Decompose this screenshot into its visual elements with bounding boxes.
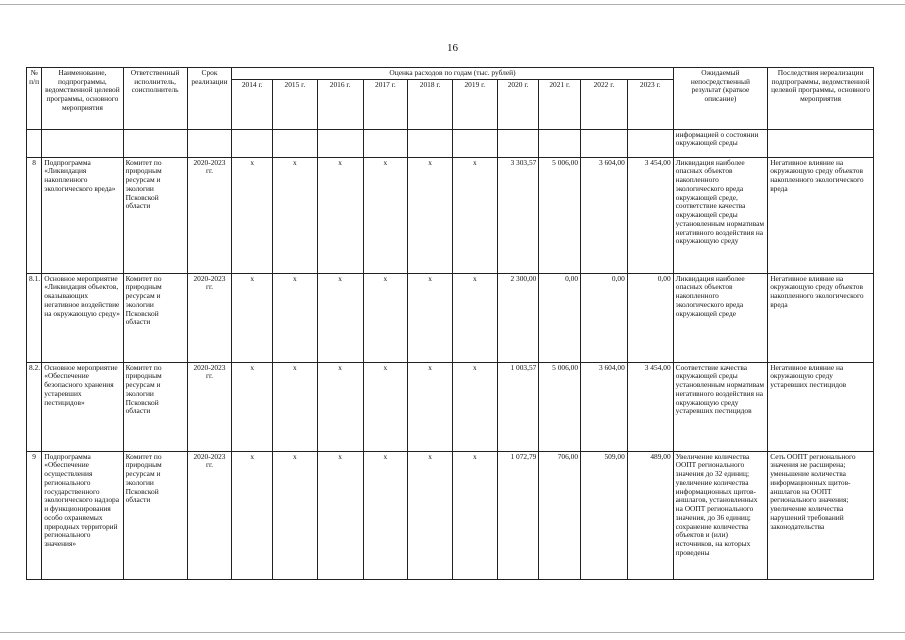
row-value: 3 604,00 [581, 362, 628, 451]
row-value: х [363, 157, 408, 273]
year-header: 2014 г. [232, 79, 273, 129]
row-value: х [317, 451, 363, 579]
row-value: х [317, 273, 363, 362]
row-value: х [452, 157, 497, 273]
row-value: х [452, 362, 497, 451]
expenses-table [26, 67, 874, 580]
header-costs: Оценка расходов по годам (тыс. рублей) [232, 68, 673, 80]
row-value: 0,00 [539, 273, 581, 362]
year-header: 2022 г. [581, 79, 628, 129]
row-value: х [232, 451, 273, 579]
row-consequences: Негативное влияние на окружающую среду объектов накопленного экологического вреда [768, 157, 874, 273]
table-row [27, 451, 874, 579]
row-term: 2020-2023 гг. [187, 451, 232, 579]
year-header: 2023 г. [627, 79, 673, 129]
row-value: 489,00 [627, 451, 673, 579]
row-result: Соответствие качества окружающей среды установленным нормативам негативного воздействия на окружающую среду устаревших пестицидов [673, 362, 768, 451]
row-value: х [363, 273, 408, 362]
row-value: х [408, 362, 453, 451]
row-value: 1 072,79 [497, 451, 539, 579]
row-num: 8.1. [27, 273, 42, 362]
row-value: х [408, 157, 453, 273]
row-result: Увеличение количества ООПТ регионального значения до 32 единиц; увеличение количества информационных щитов-аншлагов, установленных на ООПТ регионального значения, до 36 единиц; сохранение количества объектов и (или) источников, на которых проведены [673, 451, 768, 579]
header-result: Ожидаемый непосредственный результат (краткое описание) [673, 68, 768, 130]
row-responsible: Комитет по природным ресурсам и экологии Псковской области [123, 273, 187, 362]
table-row [27, 362, 874, 451]
header-responsible: Ответственный исполнитель, соисполнитель [123, 68, 187, 130]
row-value: 2 300,00 [497, 273, 539, 362]
header-term: Срок реализации [187, 68, 232, 130]
row-value: 5 006,00 [539, 362, 581, 451]
row-value: х [232, 157, 273, 273]
row-value: 706,00 [539, 451, 581, 579]
row-value: х [232, 273, 273, 362]
row-result: Ликвидация наиболее опасных объектов накопленного экологического вреда окружающей среде [673, 273, 768, 362]
row-value: х [273, 451, 318, 579]
row-value: 3 454,00 [627, 362, 673, 451]
page-number: 16 [447, 42, 458, 54]
row-value: 0,00 [581, 273, 628, 362]
row-responsible: Комитет по природным ресурсам и экологии Псковской области [123, 451, 187, 579]
year-header: 2019 г. [452, 79, 497, 129]
year-header: 2015 г. [273, 79, 318, 129]
row-num: 8 [27, 157, 42, 273]
year-header: 2020 г. [497, 79, 539, 129]
row-value: х [452, 451, 497, 579]
row-value: х [232, 362, 273, 451]
row-consequences: Негативное влияние на окружающую среду устаревших пестицидов [768, 362, 874, 451]
year-header: 2017 г. [363, 79, 408, 129]
year-header: 2016 г. [317, 79, 363, 129]
row-name: Основное мероприятие «Ликвидация объектов, оказывающих негативное воздействие на окружающую среду» [42, 273, 123, 362]
row-name: Подпрограмма «Обеспечение осуществления регионального государственного экологического надзора и функционирования особо охраняемых природных территорий регионального значения» [42, 451, 123, 579]
row-result: Ликвидация наиболее опасных объектов накопленного экологического вреда окружающей среде, соответствие качества окружающей среды установленным нормативам негативного воздействия на окружающую среду [673, 157, 768, 273]
row-value: 3 604,00 [581, 157, 628, 273]
header-consequences: Последствия нереализации подпрограммы, ведомственной целевой программы, основного мероприятия [768, 68, 874, 130]
row-value: 3 454,00 [627, 157, 673, 273]
year-header: 2021 г. [539, 79, 581, 129]
row-value: х [273, 157, 318, 273]
row-value: х [363, 451, 408, 579]
row-responsible: Комитет по природным ресурсам и экологии Псковской области [123, 362, 187, 451]
row-value: х [408, 273, 453, 362]
year-header: 2018 г. [408, 79, 453, 129]
row-term: 2020-2023 гг. [187, 157, 232, 273]
row-value: 1 003,57 [497, 362, 539, 451]
row-value: 0,00 [627, 273, 673, 362]
row-term: 2020-2023 гг. [187, 273, 232, 362]
header-row [27, 68, 874, 80]
row-num: 9 [27, 451, 42, 579]
row-value: 3 303,57 [497, 157, 539, 273]
row-name: Основное мероприятие «Обеспечение безопасного хранения устаревших пестицидов» [42, 362, 123, 451]
row-value: х [408, 451, 453, 579]
header-name: Наименование, подпрограммы, ведомственной целевой программы, основного мероприятия [42, 68, 123, 130]
carryover-row [27, 129, 874, 157]
row-name: Подпрограмма «Ликвидация накопленного экологического вреда» [42, 157, 123, 273]
row-value: х [273, 273, 318, 362]
row-consequences: Сеть ООПТ регионального значения не расширена; уменьшение количества информационных щитов-аншлагов на ООПТ регионального значения; увеличение количества нарушений требований законодательства [768, 451, 874, 579]
row-responsible: Комитет по природным ресурсам и экологии Псковской области [123, 157, 187, 273]
row-value: х [452, 273, 497, 362]
scan-edge-top [0, 4, 905, 5]
table-row [27, 273, 874, 362]
row-value: 5 006,00 [539, 157, 581, 273]
table-row [27, 157, 874, 273]
row-value: х [273, 362, 318, 451]
row-value: х [317, 157, 363, 273]
row-value: х [317, 362, 363, 451]
row-num: 8.2. [27, 362, 42, 451]
row-value: х [363, 362, 408, 451]
header-num: № п/п [27, 68, 42, 130]
row-consequences: Негативное влияние на окружающую среду объектов накопленного экологического вреда [768, 273, 874, 362]
row-value: 509,00 [581, 451, 628, 579]
scan-edge-bottom [0, 632, 905, 633]
row-term: 2020-2023 гг. [187, 362, 232, 451]
carryover-result: информацией о состоянии окружающей среды [673, 129, 768, 157]
